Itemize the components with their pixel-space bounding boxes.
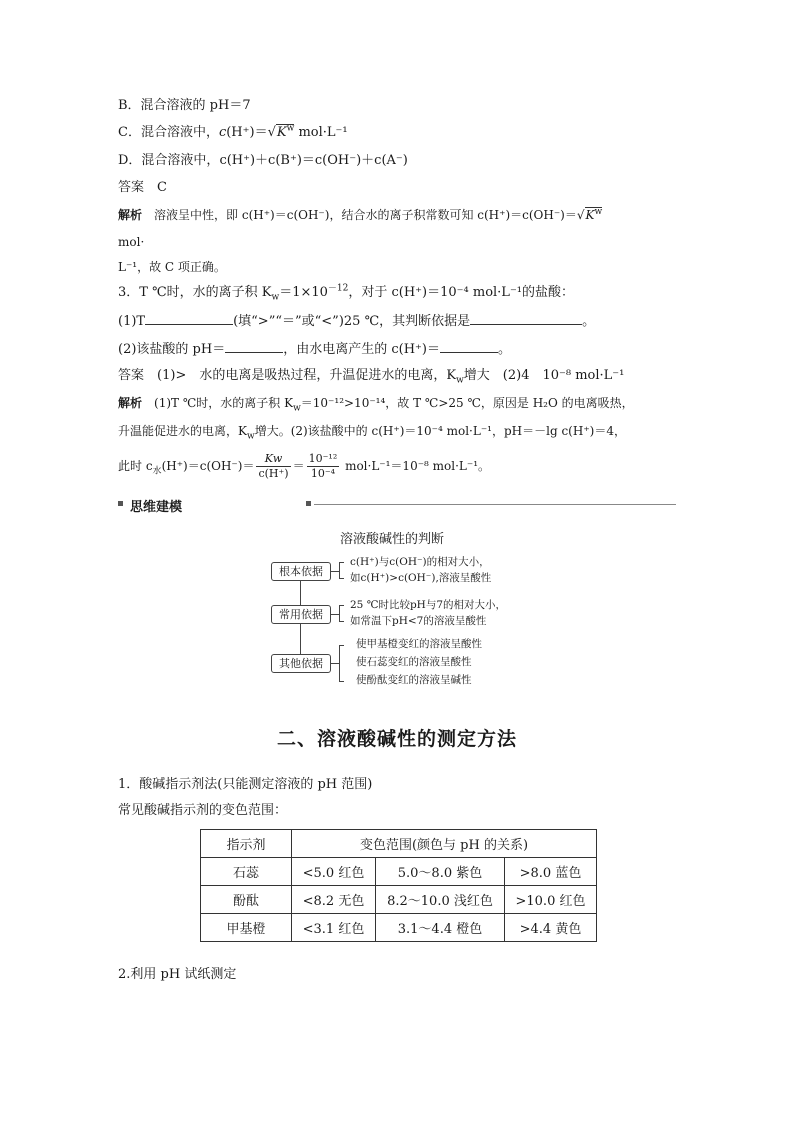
q3-stem-sub: w [271, 292, 280, 303]
bracket-tick [339, 562, 344, 563]
table-cell: 3.1～4.4 橙色 [376, 914, 505, 942]
q3-p2-end: 。 [497, 342, 511, 357]
q3-analysis-1b: ＝10⁻¹²>10⁻¹⁴，故 T ℃>25 ℃，原因是 H₂O 的电离吸热， [300, 396, 634, 410]
q3-p2-b: ，由水电离产生的 c(H⁺)＝ [283, 342, 440, 357]
option-c-kw: K [276, 125, 287, 140]
q3-analysis-line1 [118, 394, 634, 412]
q3-answer [118, 367, 624, 385]
q3-analysis-2a: 升温能促进水的电离，K [118, 424, 247, 438]
q2-analysis-text: 溶液呈中性，即 c(H⁺)＝c(OH⁻)，结合水的离子积常数可知 c(H⁺)＝c(OH⁻)＝ [154, 208, 577, 222]
q3-analysis-3b: (H⁺)＝c(OH⁻)＝ [161, 459, 255, 473]
part2-title: 2.利用 pH 试纸测定 [118, 967, 237, 982]
node-common-line2: 如常温下pH<7的溶液呈酸性 [350, 615, 487, 627]
q3-analysis-line3 [118, 452, 490, 481]
option-d-expr: c(H⁺)＋c(B⁺)＝c(OH⁻)＋c(A⁻) [219, 153, 408, 168]
blank-4[interactable] [440, 340, 498, 353]
section-heading: 二、溶液酸碱性的测定方法 [276, 728, 517, 750]
node-other-line3: 使酚酞变红的溶液呈碱性 [356, 674, 472, 686]
q3-answer-sub: w [456, 375, 464, 386]
q2-analysis-label: 解析 [118, 208, 143, 222]
q3-p1-a: (1)T [118, 314, 146, 329]
bracket-line [339, 605, 340, 622]
blank-3[interactable] [225, 340, 283, 353]
q3-p2-a: (2)该盐酸的 pH＝ [118, 342, 226, 357]
option-c-expr: (H⁺)＝ [226, 125, 268, 140]
q3-p1-b: (填“>”“＝”或“<”)25 ℃，其判断依据是 [233, 314, 471, 329]
node-fundamental-line2: 如c(H⁺)>c(OH⁻),溶液呈酸性 [350, 572, 492, 584]
table-cell: <8.2 无色 [292, 886, 376, 914]
table-row [201, 886, 597, 914]
table-header-row [201, 830, 597, 858]
q2-answer-value: C [157, 180, 167, 195]
q3-analysis-label: 解析 [118, 396, 143, 410]
table-cell: 5.0～8.0 紫色 [376, 858, 505, 886]
q3-stem-mid: ＝1×10 [279, 285, 328, 300]
table-cell: >4.4 黄色 [505, 914, 597, 942]
section-bar-label: 思维建模 [130, 500, 183, 515]
q2-analysis: 解析 溶液呈中性，即 c(H⁺)＝c(OH⁻)，结合水的离子积常数可知 $c(H^+)=c(OH^-)=√K^w$ [118, 207, 603, 222]
q3-answer-text: (1)> 水的电离是吸热过程，升温促进水的电离，K [157, 368, 457, 383]
node-link [331, 571, 339, 572]
equals-sign: ＝ [292, 459, 305, 473]
q2-analysis-tail2: L⁻¹，故 C 项正确。 [118, 260, 226, 274]
table-cell: >10.0 红色 [505, 886, 597, 914]
square-bullet-icon [118, 501, 123, 506]
bracket-tick [339, 645, 344, 646]
bracket-tick [339, 605, 344, 606]
q3-analysis-2sub: w [246, 431, 255, 442]
section-rule [314, 504, 676, 505]
q3-analysis-line2 [118, 422, 626, 440]
option-b: B．混合溶液的 pH＝7 [118, 98, 251, 113]
bracket-line [339, 645, 340, 682]
q2-answer [118, 179, 167, 197]
q3-analysis-2b: 增大。(2)该盐酸中的 c(H⁺)＝10⁻⁴ mol·L⁻¹，pH＝－lg c(H⁺)＝4， [254, 424, 626, 438]
table-cell: >8.0 蓝色 [505, 858, 597, 886]
node-link [331, 614, 339, 615]
part1-subtitle: 常见酸碱指示剂的变色范围： [118, 803, 288, 818]
sqrt-symbol: √ [576, 208, 585, 222]
q3-analysis-3a: 此时 c [118, 459, 153, 473]
q3-analysis-1a: (1)T ℃时，水的离子积 K [154, 396, 294, 410]
q2-analysis-tail1: mol· [118, 235, 145, 249]
table-cell: <5.0 红色 [292, 858, 376, 886]
indicator-table [200, 829, 597, 942]
option-c-prefix: C．混合溶液中， [118, 125, 219, 140]
blank-1[interactable] [145, 312, 233, 325]
table-header-cell: 变色范围(颜色与 pH 的关系) [292, 830, 597, 858]
table-cell: 酚酞 [201, 886, 292, 914]
blank-2[interactable] [470, 312, 582, 325]
table-cell: 8.2～10.0 浅红色 [376, 886, 505, 914]
table-cell: <3.1 红色 [292, 914, 376, 942]
square-bullet-icon [306, 501, 311, 506]
fraction-values: $\frac{\text{10⁻¹²}}{\text{10⁻⁴}}$ [308, 452, 338, 480]
node-other-line2: 使石蕊变红的溶液呈酸性 [356, 656, 472, 668]
diagram-title: 溶液酸碱性的判断 [340, 532, 445, 547]
q3-answer-rest: 增大 (2)4 10⁻⁸ mol·L⁻¹ [463, 368, 625, 383]
option-c: C．混合溶液中，$c(H^+)=√K^w$ mol·L⁻¹ [118, 123, 348, 140]
q3-stem-rest: ，对于 c(H⁺)＝10⁻⁴ mol·L⁻¹的盐酸： [348, 285, 575, 300]
q3-answer-label: 答案 [118, 368, 145, 383]
node-common-line1: 25 ℃时比较pH与7的相对大小， [350, 599, 507, 611]
node-fundamental-line1: c(H⁺)与c(OH⁻)的相对大小， [350, 556, 490, 568]
part1-title: 1．酸碱指示剂法(只能测定溶液的 pH 范围) [118, 777, 373, 792]
table-row [201, 858, 597, 886]
option-d-prefix: D．混合溶液中， [118, 153, 220, 168]
node-other: 其他依据 [271, 654, 331, 673]
node-common: 常用依据 [271, 605, 331, 624]
sqrt-symbol: √ [267, 125, 276, 140]
bracket-tick [339, 681, 344, 682]
bracket-tick [339, 578, 344, 579]
node-fundamental: 根本依据 [271, 562, 331, 581]
option-c-unit: mol·L⁻¹ [298, 125, 348, 140]
table-header-cell: 指示剂 [201, 830, 292, 858]
node-link [331, 663, 339, 664]
fraction-kw: $\frac{Kw}{c(H^+)}$ [258, 452, 289, 480]
node-other-line1: 使甲基橙变红的溶液呈酸性 [356, 638, 482, 650]
bracket-line [339, 562, 340, 579]
option-d [118, 152, 408, 170]
q3-analysis-3end: mol·L⁻¹＝10⁻⁸ mol·L⁻¹。 [341, 459, 491, 473]
q3-stem-a: 3．T ℃时，水的离子积 K [118, 285, 272, 300]
q2-answer-label: 答案 [118, 180, 145, 195]
q3-part2 [118, 340, 511, 359]
q3-stem-exp: －12 [327, 283, 349, 294]
q3-p1-end: 。 [582, 314, 596, 329]
table-cell: 甲基橙 [201, 914, 292, 942]
q3-analysis-1sub: w [293, 403, 301, 414]
table-row [201, 914, 597, 942]
q3-stem [118, 284, 574, 302]
section-bar [118, 496, 676, 515]
q3-part1 [118, 312, 595, 331]
table-cell: 石蕊 [201, 858, 292, 886]
bracket-tick [339, 621, 344, 622]
q3-analysis-3sub: 水 [152, 466, 162, 477]
